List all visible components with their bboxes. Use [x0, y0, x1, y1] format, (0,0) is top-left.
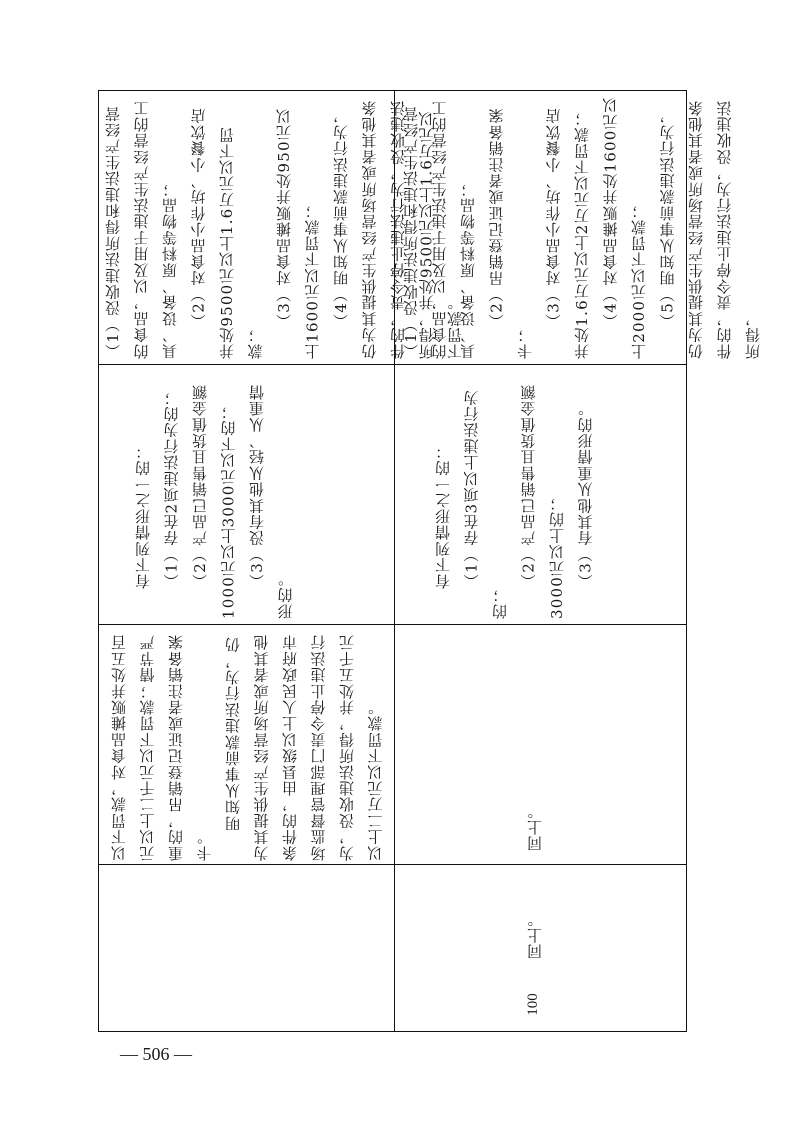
row2-penalty-4: （4）对食品摊贩并处1600元以上2000元以下罚款；	[601, 97, 648, 359]
row2-circumstance-cell	[429, 369, 685, 619]
row2-circumstance-3: （2）产品已销售且货值金额3000元以上的；	[519, 383, 566, 619]
row1-basis-2: 明知从事前款违法行为，仍为其提供生产经营场所或者其他条件的，由县级以上人民政府市场监督管理部门责令停止违法行为，没收违法所得，并处五千元以上二万元以下罚款。	[224, 634, 385, 861]
row1-basis-1: 以下罚款，对食品摊贩并处五百元以上二千元以下罚款；情节严重的，吊销登记证或者注销备案卡。	[110, 634, 214, 861]
row2-circumstance-2: （1）存在3项以上违法行为的；	[462, 389, 509, 619]
row2-circumstance-4: （3）有其他从重情形的。	[576, 400, 595, 589]
row2-conduct-cell: 同上。	[526, 911, 544, 959]
row2-basis-cell: 同上。	[526, 803, 544, 851]
row2-penalty-5: （5）明知从事前款违法行为，仍为其提供生产经营场所或者其他条件的，责令停止违法行为，没收违法所得，	[658, 99, 762, 359]
row1-penalty-4: （4）明知从事前款违法行为，仍为其提供生产经营场所或者其他条件的，责令停止违法行为，没收违法所得，并处9500元以上1.6万元以下罚款。	[332, 99, 464, 359]
row1-circumstance-4: （3）没有其他从轻、从重情形的。	[248, 383, 295, 619]
row2-penalty-1: （1）没收违法所得和违法生产经营的食品，以及用于违法生产经营的工具、设备、原料等物品；	[402, 99, 477, 359]
column-divider-basis	[99, 864, 686, 865]
row1-penalty-3: （3）对食品摊贩并处950元以上1600元以下罚款；	[275, 107, 322, 359]
column-divider-circumstance	[99, 624, 686, 625]
page-number: — 506 —	[120, 1044, 192, 1064]
row2-circumstance-1: 有下列情形之一的：	[434, 443, 452, 589]
row1-circumstance-2: （1）存在2项违法行为的；	[162, 389, 181, 589]
row1-circumstance-3: （2）产品已销售且货值金额1000元以上3000元以下的；	[191, 383, 238, 619]
row2-number-cell: 100	[524, 993, 541, 1016]
penalty-table	[98, 90, 762, 1032]
row2-penalty-cell	[397, 97, 762, 359]
row1-penalty-1: （1）没收违法所得和违法生产经营的食品，以及用于违法生产经营的工具、设备、原料等物品；	[104, 99, 179, 359]
row1-circumstance-1: 有下列情形之一的：	[134, 443, 152, 589]
column-divider-penalty	[99, 364, 686, 365]
row1-penalty-2: （2）对食品小作坊、小餐饮店并处9500元以上1.6万元以下罚款；	[189, 107, 265, 359]
row2-penalty-3: （3）对食品小作坊、小餐饮店并处1.6万元以上2万元以下罚款；	[544, 107, 591, 359]
row1-circumstance-cell	[129, 369, 387, 619]
row2-penalty-2: （2）吊销登记证或者注销备案卡；	[487, 107, 534, 359]
row1-penalty-cell	[99, 97, 464, 359]
row1-basis-cell	[105, 629, 389, 861]
